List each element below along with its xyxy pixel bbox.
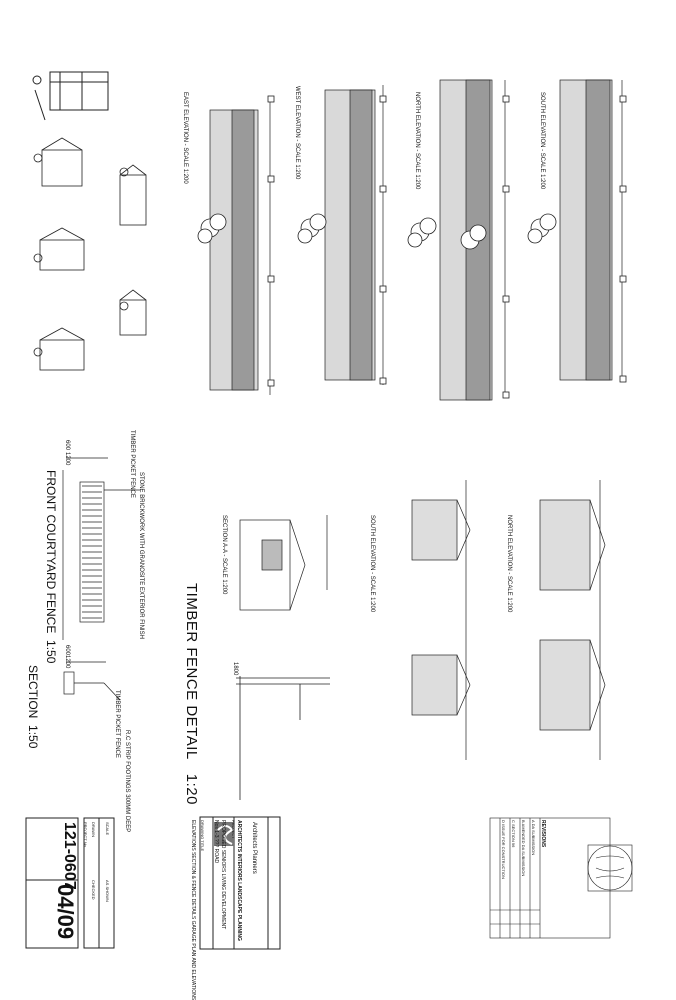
drawing-number: 04/09 — [53, 884, 78, 940]
revision-row-c-desc: SECTION 96 — [511, 824, 516, 848]
revision-row-c-rev: C — [511, 820, 516, 823]
dim-1: 1200 — [64, 452, 70, 466]
revision-row-d-rev: D — [501, 820, 506, 823]
section-scale: 1:50 — [26, 725, 40, 749]
lower-elevation-label-2: SOUTH ELEVATION - SCALE 1:200 — [369, 515, 375, 613]
project-number: 121-0607 — [61, 822, 78, 890]
revision-row-b-rev: B — [521, 820, 526, 823]
dim-3: 1200 — [64, 655, 70, 669]
dim-fence: 1800 — [232, 662, 238, 676]
dim-2: 600 — [64, 440, 70, 451]
front-courtyard-fence-title — [44, 470, 58, 663]
timber-fence-detail-text: TIMBER FENCE DETAIL — [183, 583, 200, 760]
garage-elevations — [34, 138, 146, 370]
front-courtyard-fence-scale: 1:50 — [44, 640, 58, 664]
revision-row-b — [521, 820, 526, 876]
section-title — [26, 665, 40, 748]
timber-fence-detail-scale: 1:20 — [183, 773, 200, 805]
revision-row-a-desc: DA SUBMISSION — [531, 823, 536, 856]
project-label: PROJECT — [231, 820, 236, 839]
revision-row-c — [511, 820, 516, 847]
lower-elevation-label-1: SECTION A-A - SCALE 1:200 — [221, 515, 227, 595]
company-name: Architects Planners — [251, 822, 257, 874]
revision-row-a — [531, 820, 536, 855]
dim-4: 600 — [64, 645, 70, 656]
elevation-label-3: NORTH ELEVATION - SCALE 1:200 — [414, 92, 420, 190]
front-courtyard-fence-text: FRONT COURTYARD FENCE — [44, 470, 58, 634]
project-address: Nos 1-3 ??? ROAD — [213, 820, 219, 864]
elevation-label-1: EAST ELEVATION - SCALE 1:200 — [182, 92, 188, 184]
section-text: SECTION — [26, 665, 40, 719]
revision-row-d-desc: ISSUE FOR CONSTRUCTION — [501, 824, 506, 879]
timber-picket-callout: TIMBER PICKET FENCE — [129, 430, 135, 498]
elevation-label-2: WEST ELEVATION - SCALE 1:200 — [294, 86, 300, 180]
timber-picket-callout-2: TIMBER PICKET FENCE — [114, 690, 120, 758]
lower-elevations — [240, 480, 605, 760]
scale-value: AS SHOWN — [105, 880, 110, 902]
timber-fence-detail — [236, 676, 330, 800]
revision-row-b-desc: AMENDED DA SUBMISSION — [521, 823, 526, 877]
lower-elevation-label-3: NORTH ELEVATION - SCALE 1:200 — [506, 515, 512, 613]
revision-row-a-rev: A — [531, 820, 536, 823]
timber-fence-detail-title — [183, 583, 200, 805]
disciplines: ARCHITECTS INTERIORS LANDSCAPE PLANNING — [236, 820, 242, 941]
drawing-title: ELEVATIONS SECTION & FENCE DETAILS GARAGE PLAN AND ELEVATIONS — [190, 820, 196, 1000]
stone-brickwork-callout: STONE BRICKWORK WITH GRANOSITE EXTERIOR FINISH — [138, 472, 144, 639]
revisions-title: REVISIONS — [540, 820, 546, 848]
drawing-title-label: DRAWING TITLE — [200, 820, 205, 852]
drawn-label: DRAWN — [91, 822, 96, 837]
elevation-label-4: SOUTH ELEVATION - SCALE 1:200 — [539, 92, 545, 190]
project-name: PROPOSED SENIORS LIVING DEVELOPMENT — [220, 820, 226, 930]
revision-row-d — [501, 820, 506, 879]
footings-callout: R.C STRIP FOOTINGS 300MM DEEP — [124, 730, 130, 833]
checked-label: CHECKED — [91, 880, 96, 900]
scale-label: SCALE — [105, 822, 110, 836]
fence-section — [64, 662, 120, 700]
garage-plan — [33, 72, 108, 120]
project-no-label: PROJECT No. — [83, 822, 88, 848]
